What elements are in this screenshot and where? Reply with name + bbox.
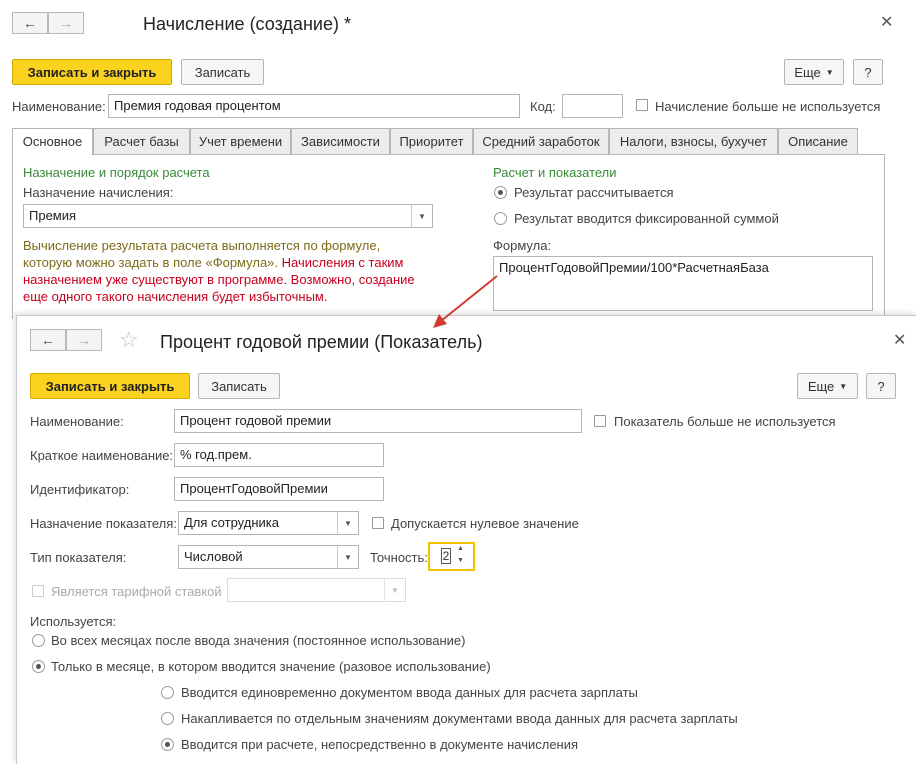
- calc-section-header: Расчет и показатели: [493, 165, 617, 180]
- save-close-button[interactable]: Записать и закрыть: [12, 59, 172, 85]
- indicator-name-label: Наименование:: [30, 414, 124, 429]
- indicator-not-used-label: Показатель больше не используется: [614, 414, 836, 429]
- type-label: Тип показателя:: [30, 550, 127, 565]
- arrow-left-icon: ←: [41, 332, 55, 348]
- indicator-title: Процент годовой премии (Показатель): [160, 332, 483, 352]
- tab-dependencies[interactable]: Зависимости: [291, 128, 390, 155]
- usage-once-label: Только в месяце, в котором вводится значение (разовое использование): [51, 659, 491, 674]
- dropdown-arrow-icon[interactable]: ▼: [337, 512, 358, 534]
- indicator-purpose-value: Для сотрудника: [184, 515, 279, 530]
- indicator-more-label: Еще: [807, 378, 835, 394]
- formula-note-2: которую можно задать в поле «Формула».: [23, 255, 279, 270]
- tab-time[interactable]: Учет времени: [190, 128, 291, 155]
- short-name-input[interactable]: % год.прем.: [174, 443, 384, 467]
- star-icon[interactable]: ☆: [119, 327, 139, 352]
- arrow-line: [441, 276, 497, 321]
- tab-base[interactable]: Расчет базы: [93, 128, 190, 155]
- warning-line-3: назначением уже существуют в программе. Возможно, создание: [23, 272, 415, 287]
- radio-fixed-label: Результат вводится фиксированной суммой: [514, 211, 779, 226]
- tariff-label: Является тарифной ставкой: [51, 584, 222, 599]
- tab-priority[interactable]: Приоритет: [390, 128, 473, 155]
- close-icon[interactable]: ✕: [880, 14, 894, 31]
- identifier-label: Идентификатор:: [30, 482, 130, 497]
- tab-description[interactable]: Описание: [778, 128, 858, 155]
- dropdown-arrow-icon[interactable]: ▼: [384, 579, 405, 601]
- warning-line-4: еще одного такого начисления будет избыточным.: [23, 289, 328, 304]
- purpose-label: Назначение начисления:: [23, 185, 174, 200]
- code-label: Код:: [530, 99, 556, 114]
- tab-main[interactable]: Основное: [12, 128, 93, 155]
- sub-document-label: Вводится единовременно документом ввода данных для расчета зарплаты: [181, 685, 638, 700]
- not-used-label: Начисление больше не используется: [655, 99, 881, 114]
- type-value: Числовой: [184, 549, 243, 564]
- indicator-name-input[interactable]: Процент годовой премии: [174, 409, 582, 433]
- indicator-save-close-button[interactable]: Записать и закрыть: [30, 373, 190, 399]
- sub-calculation-label: Вводится при расчете, непосредственно в документе начисления: [181, 737, 579, 752]
- identifier-input[interactable]: ПроцентГодовойПремии: [174, 477, 384, 501]
- arrow-right-icon: →: [77, 332, 91, 348]
- more-label: Еще: [794, 64, 821, 80]
- formula-note-1: Вычисление результата расчета выполняется по формуле,: [23, 238, 381, 253]
- sub-accumulate-label: Накапливается по отдельным значениям документами ввода данных для расчета зарплаты: [181, 711, 738, 726]
- dropdown-arrow-icon[interactable]: ▼: [337, 546, 358, 568]
- spin-up-icon[interactable]: ▲: [457, 545, 464, 552]
- spin-down-icon[interactable]: ▼: [457, 557, 464, 564]
- zero-allowed-label: Допускается нулевое значение: [391, 516, 579, 531]
- dropdown-arrow-icon[interactable]: ▼: [411, 205, 432, 227]
- radio-calculated-label: Результат рассчитывается: [514, 185, 674, 200]
- chevron-down-icon: ▼: [839, 381, 848, 391]
- indicator-close-icon[interactable]: ✕: [893, 332, 907, 349]
- purpose-value: Премия: [29, 208, 77, 223]
- name-input[interactable]: Премия годовая процентом: [108, 94, 520, 118]
- help-button[interactable]: ?: [853, 59, 883, 85]
- window-title: Начисление (создание) *: [143, 14, 351, 34]
- precision-value[interactable]: 2: [442, 549, 450, 563]
- formula-label: Формула:: [493, 238, 552, 253]
- arrow-left-icon: ←: [23, 15, 37, 31]
- tab-average[interactable]: Средний заработок: [473, 128, 609, 155]
- arrow-right-icon: →: [59, 15, 73, 31]
- warning-inline: Начисления с таким: [281, 255, 404, 270]
- indicator-purpose-label: Назначение показателя:: [30, 516, 177, 531]
- save-button[interactable]: Записать: [181, 59, 264, 85]
- indicator-save-button[interactable]: Записать: [198, 373, 280, 399]
- chevron-down-icon: ▼: [825, 67, 834, 77]
- name-label: Наименование:: [12, 99, 106, 114]
- usage-permanent-label: Во всех месяцах после ввода значения (постоянное использование): [51, 633, 466, 648]
- formula-textarea[interactable]: ПроцентГодовойПремии/100*РасчетнаяБаза: [493, 256, 873, 311]
- used-label: Используется:: [30, 614, 117, 629]
- precision-label: Точность:: [370, 550, 428, 565]
- indicator-help-button[interactable]: ?: [866, 373, 896, 399]
- tab-taxes[interactable]: Налоги, взносы, бухучет: [609, 128, 778, 155]
- purpose-section-header: Назначение и порядок расчета: [23, 165, 210, 180]
- short-name-label: Краткое наименование:: [30, 448, 174, 463]
- arrow-head-icon: [433, 314, 447, 328]
